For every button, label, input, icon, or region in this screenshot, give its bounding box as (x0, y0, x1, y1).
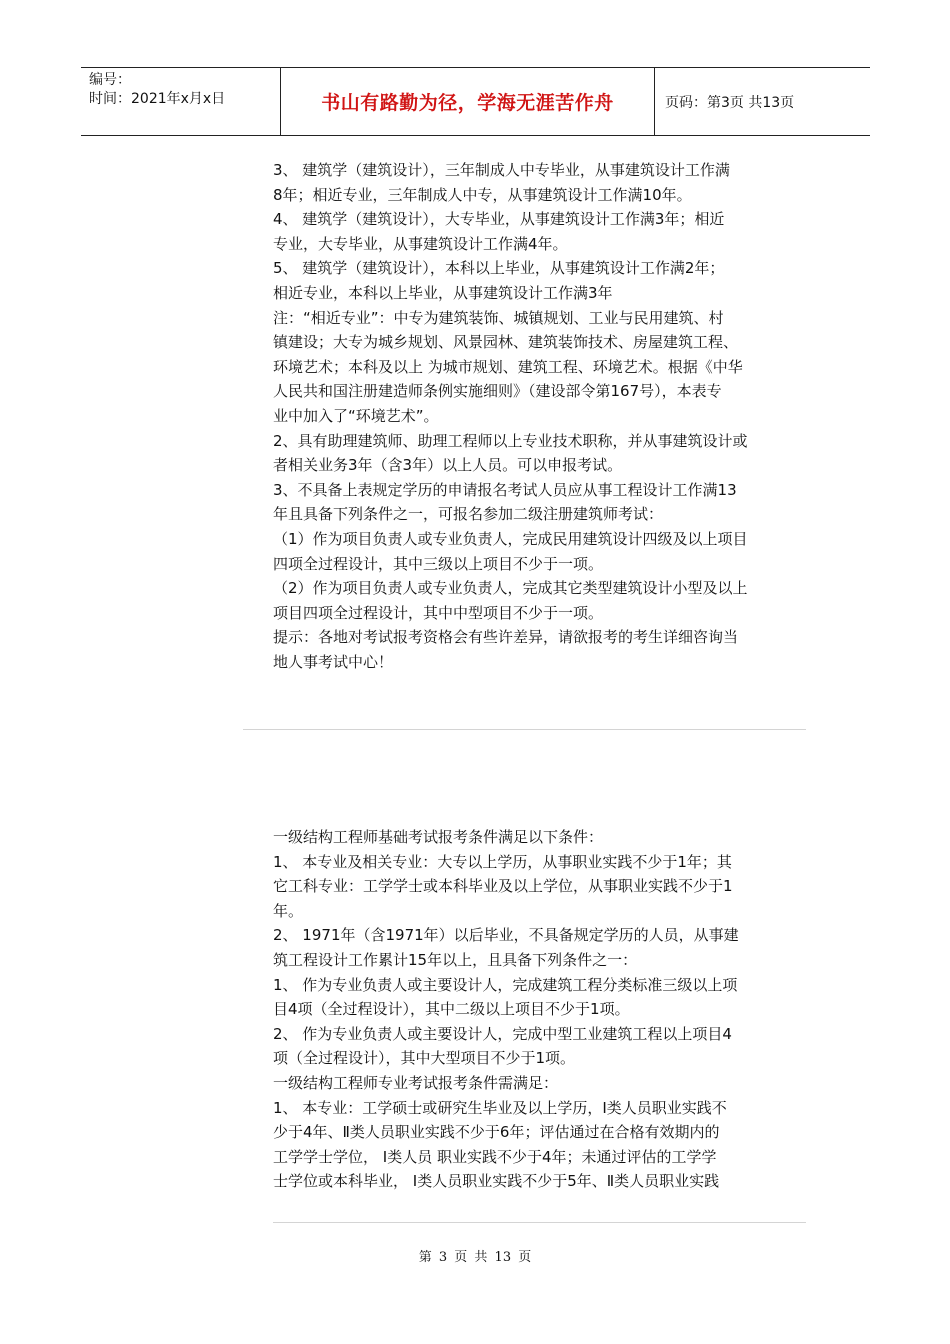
section-structural-engineer-requirements (273, 825, 813, 1194)
document-time-label: 时间：2021年x月x日 (89, 91, 226, 107)
text-line: 地人事考试中心！ (273, 652, 394, 671)
section-architect-requirements (273, 158, 813, 674)
text-line: 2、具有助理建筑师、助理工程师以上专业技术职称，并从事建筑设计或 (273, 431, 748, 450)
text-line: 四项全过程设计，其中三级以上项目不少于一项。 (273, 554, 604, 573)
text-line: 项目四项全过程设计，其中中型项目不少于一项。 (273, 603, 604, 622)
text-line: 3、不具备上表规定学历的申请报名考试人员应从事工程设计工作满13 (273, 480, 737, 499)
section-divider (243, 729, 806, 730)
page-footer: 第 3 页 共 13 页 (418, 1250, 532, 1265)
text-line: （2）作为项目负责人或专业负责人，完成其它类型建筑设计小型及以上 (273, 579, 748, 598)
text-line: 目4项（全过程设计），其中二级以上项目不少于1项。 (273, 1000, 630, 1019)
text-line: 一级结构工程师基础考试报考条件满足以下条件： (273, 828, 604, 846)
text-line: 者相关业务3年（含3年）以上人员。可以申报考试。 (273, 456, 623, 475)
text-line: （1）作为项目负责人或专业负责人，完成民用建筑设计四级及以上项目 (273, 529, 748, 548)
text-line: 镇建设；大专为城乡规划、风景园林、建筑装饰技术、房屋建筑工程、 (273, 333, 739, 352)
text-line: 5、 建筑学（建筑设计），本科以上毕业，从事建筑设计工作满2年； (273, 259, 725, 278)
document-number-label: 编号： (89, 72, 131, 88)
text-line: 项（全过程设计），其中大型项目不少于1项。 (273, 1049, 576, 1068)
header-motto: 书山有路勤为径，学海无涯苦作舟 (281, 68, 655, 135)
text-line: 士学位或本科毕业， Ⅰ类人员职业实践不少于5年、Ⅱ类人员职业实践 (273, 1172, 720, 1191)
text-line: 年。 (273, 901, 304, 920)
bottom-divider (273, 1222, 806, 1223)
text-line: 一级结构工程师专业考试报考条件需满足： (273, 1073, 559, 1092)
text-line: 它工科专业：工学学士或本科毕业及以上学位，从事职业实践不少于1 (273, 877, 733, 896)
text-line: 工学学士学位， Ⅰ类人员 职业实践不少于4年；未通过评估的工学学 (273, 1147, 717, 1166)
text-line: 4、 建筑学（建筑设计），大专毕业，从事建筑设计工作满3年；相近 (273, 210, 725, 229)
text-line: 1、 作为专业负责人或主要设计人，完成建筑工程分类标准三级以上项 (273, 975, 738, 994)
text-line: 业中加入了“环境艺术”。 (273, 406, 439, 425)
text-line: 筑工程设计工作累计15年以上，且具备下列条件之一： (273, 950, 638, 969)
text-line: 年且具备下列条件之一，可报名参加二级注册建筑师考试： (273, 505, 664, 524)
text-line: 1、 本专业及相关专业：大专以上学历，从事职业实践不少于1年；其 (273, 852, 732, 871)
page-header (81, 67, 870, 136)
header-meta (81, 68, 281, 135)
text-line: 注：“相近专业”：中专为建筑装饰、城镇规划、工业与民用建筑、村 (273, 308, 724, 327)
text-line: 提示：各地对考试报考资格会有些许差异，请欲报考的考生详细咨询当 (273, 628, 739, 647)
text-line: 专业，大专毕业，从事建筑设计工作满4年。 (273, 234, 568, 253)
text-line: 相近专业，本科以上毕业，从事建筑设计工作满3年 (273, 283, 613, 302)
text-line: 2、 1971年（含1971年）以后毕业，不具备规定学历的人员，从事建 (273, 926, 739, 945)
text-line: 2、 作为专业负责人或主要设计人，完成中型工业建筑工程以上项目4 (273, 1024, 732, 1043)
text-line: 3、 建筑学（建筑设计），三年制成人中专毕业，从事建筑设计工作满 (273, 161, 730, 179)
text-line: 环境艺术；本科及以上 为城市规划、建筑工程、环境艺术。根据《中华 (273, 357, 743, 376)
text-line: 人民共和国注册建造师条例实施细则》（建设部令第167号），本表专 (273, 382, 722, 401)
text-line: 8年；相近专业，三年制成人中专，从事建筑设计工作满10年。 (273, 185, 692, 204)
header-page-info: 页码：第3页 共13页 (665, 94, 795, 111)
text-line: 1、 本专业：工学硕士或研究生毕业及以上学历，Ⅰ类人员职业实践不 (273, 1098, 727, 1117)
text-line: 少于4年、Ⅱ类人员职业实践不少于6年；评估通过在合格有效期内的 (273, 1123, 720, 1142)
